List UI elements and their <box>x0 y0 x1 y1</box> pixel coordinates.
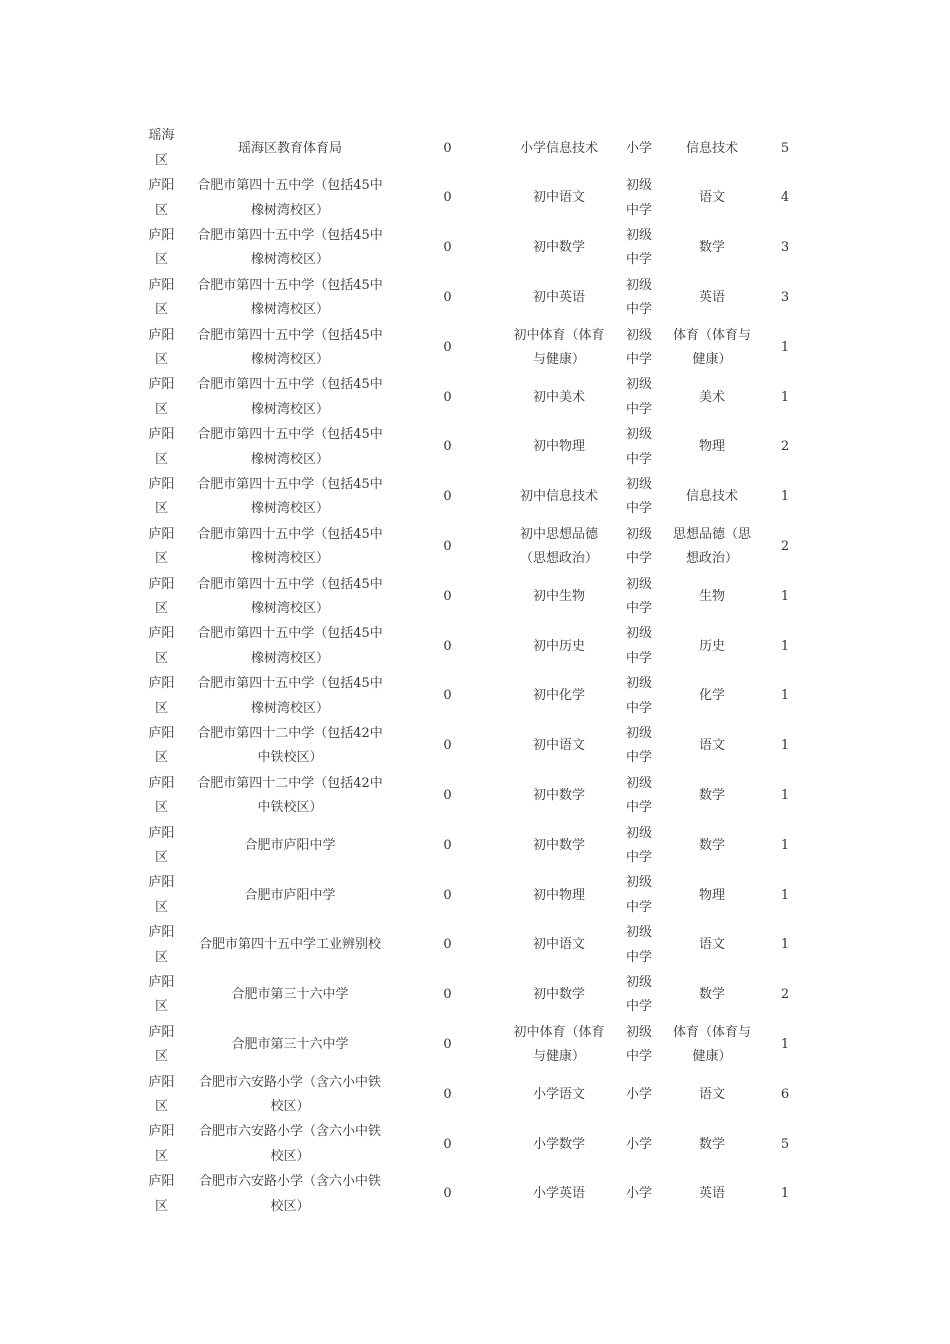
post-cell: 初中语文 <box>532 190 585 206</box>
subject-cell: 数学 <box>698 240 725 256</box>
post-cell: 小学英语 <box>532 1186 585 1202</box>
school-level-cell: 初级中学 <box>626 526 653 567</box>
school-cell: 合肥市第四十二中学（包括42中中铁校区） <box>197 725 383 766</box>
district-cell: 庐阳区 <box>148 1174 175 1214</box>
post-cell: 初中信息技术 <box>519 489 598 505</box>
school-level-cell: 初级中学 <box>626 775 653 816</box>
type-code-cell: 0 <box>443 688 452 704</box>
school-level-cell: 初级中学 <box>626 825 653 866</box>
count-cell: 1 <box>780 937 790 953</box>
subject-cell: 化学 <box>698 688 725 704</box>
count-cell: 1 <box>780 339 790 355</box>
type-code-cell: 0 <box>443 489 452 505</box>
district-cell: 庐阳区 <box>148 526 175 567</box>
district-cell: 庐阳区 <box>148 626 175 666</box>
post-cell: 初中体育（体育与健康） <box>513 1024 605 1065</box>
type-code-cell: 0 <box>443 887 452 903</box>
count-cell: 1 <box>780 738 790 754</box>
school-level-cell: 初级中学 <box>626 476 653 517</box>
school-cell: 合肥市六安路小学（含六小中铁校区） <box>198 1074 381 1115</box>
table-row <box>136 373 808 423</box>
post-cell: 初中英语 <box>532 290 585 306</box>
post-cell: 初中化学 <box>532 688 585 704</box>
type-code-cell: 0 <box>443 1036 452 1052</box>
school-level-cell: 初级中学 <box>626 875 653 915</box>
subject-cell: 英语 <box>698 1186 725 1202</box>
school-cell: 合肥市第四十五中学工业辨别校 <box>198 937 381 953</box>
table-row <box>136 423 808 473</box>
school-cell: 合肥市六安路小学（含六小中铁校区） <box>198 1124 381 1164</box>
district-cell: 庐阳区 <box>148 1074 175 1115</box>
subject-cell: 语文 <box>698 1086 725 1102</box>
table-row <box>136 522 808 572</box>
type-code-cell: 0 <box>443 738 452 754</box>
count-cell: 2 <box>780 987 790 1003</box>
post-cell: 初中物理 <box>532 887 585 903</box>
district-cell: 庐阳区 <box>148 327 175 368</box>
school-level-cell: 初级中学 <box>626 377 653 417</box>
subject-cell: 物理 <box>698 887 725 903</box>
school-level-cell: 初级中学 <box>626 227 653 268</box>
school-level-cell: 初级中学 <box>626 626 653 666</box>
count-cell: 1 <box>780 1036 790 1052</box>
school-cell: 合肥市庐阳中学 <box>244 887 336 903</box>
type-code-cell: 0 <box>443 1136 452 1152</box>
type-code-cell: 0 <box>443 140 452 156</box>
type-code-cell: 0 <box>443 290 452 306</box>
type-code-cell: 0 <box>443 1186 452 1202</box>
district-cell: 庐阳区 <box>148 825 175 866</box>
type-code-cell: 0 <box>443 240 452 256</box>
district-cell: 庐阳区 <box>148 476 175 517</box>
type-code-cell: 0 <box>443 937 452 953</box>
district-cell: 庐阳区 <box>148 974 175 1015</box>
district-cell: 庐阳区 <box>148 775 175 816</box>
table-row <box>136 1120 808 1170</box>
count-cell: 5 <box>780 1136 790 1152</box>
post-cell: 初中数学 <box>532 788 585 803</box>
type-code-cell: 0 <box>443 788 452 803</box>
subject-cell: 语文 <box>698 738 725 754</box>
count-cell: 1 <box>780 788 790 803</box>
count-cell: 1 <box>780 638 790 654</box>
district-cell: 庐阳区 <box>148 725 175 766</box>
school-cell: 合肥市第四十二中学（包括42中中铁校区） <box>197 775 383 816</box>
school-cell: 合肥市第四十五中学（包括45中橡树湾校区） <box>197 427 383 467</box>
count-cell: 3 <box>780 290 790 306</box>
count-cell: 1 <box>780 837 790 853</box>
post-cell: 小学数学 <box>532 1136 585 1152</box>
count-cell: 2 <box>780 439 790 455</box>
table-body <box>136 124 808 1220</box>
count-cell: 2 <box>780 539 790 555</box>
count-cell: 1 <box>780 1186 790 1202</box>
post-cell: 初中数学 <box>532 240 585 256</box>
count-cell: 1 <box>780 887 790 903</box>
school-level-cell: 初级中学 <box>626 676 653 716</box>
school-cell: 合肥市第四十五中学（包括45中橡树湾校区） <box>197 327 383 368</box>
school-cell: 合肥市第四十五中学（包括45中橡树湾校区） <box>197 626 383 666</box>
district-cell: 庐阳区 <box>148 1124 175 1164</box>
school-level-cell: 初级中学 <box>626 974 653 1015</box>
school-level-cell: 初级中学 <box>626 576 653 617</box>
table-row <box>136 871 808 921</box>
post-cell: 初中数学 <box>532 987 585 1003</box>
type-code-cell: 0 <box>443 190 452 206</box>
school-cell: 合肥市庐阳中学 <box>244 837 336 853</box>
school-level-cell: 初级中学 <box>626 277 653 318</box>
school-level-cell: 小学 <box>626 1186 653 1202</box>
subject-cell: 数学 <box>698 1136 725 1152</box>
count-cell: 6 <box>780 1086 790 1102</box>
count-cell: 3 <box>780 240 790 256</box>
count-cell: 1 <box>780 688 790 704</box>
school-level-cell: 初级中学 <box>626 178 653 218</box>
post-cell: 初中语文 <box>532 937 585 953</box>
school-cell: 合肥市第四十五中学（包括45中橡树湾校区） <box>197 676 383 716</box>
district-cell: 庐阳区 <box>148 227 175 268</box>
subject-cell: 历史 <box>698 638 725 654</box>
subject-cell: 数学 <box>698 788 725 803</box>
recruitment-table <box>136 124 808 1220</box>
school-cell: 合肥市第四十五中学（包括45中橡树湾校区） <box>197 178 383 218</box>
school-cell: 合肥市六安路小学（含六小中铁校区） <box>198 1174 381 1214</box>
school-cell: 合肥市第四十五中学（包括45中橡树湾校区） <box>197 277 383 318</box>
school-level-cell: 初级中学 <box>626 327 653 368</box>
table-row <box>136 1170 808 1220</box>
table-row <box>136 124 808 174</box>
post-cell: 初中思想品德（思想政治） <box>519 526 598 567</box>
district-cell: 庐阳区 <box>148 427 175 467</box>
post-cell: 初中历史 <box>532 638 585 654</box>
table-row <box>136 1020 808 1070</box>
school-level-cell: 小学 <box>626 140 653 156</box>
subject-cell: 英语 <box>698 290 725 306</box>
post-cell: 初中美术 <box>532 389 585 405</box>
table-row <box>136 174 808 224</box>
count-cell: 1 <box>780 489 790 505</box>
count-cell: 1 <box>780 389 790 405</box>
table-row <box>136 473 808 523</box>
post-cell: 初中数学 <box>532 837 585 853</box>
school-level-cell: 初级中学 <box>626 427 653 467</box>
post-cell: 初中语文 <box>532 738 585 754</box>
district-cell: 瑶海区 <box>148 128 175 168</box>
school-cell: 合肥市第四十五中学（包括45中橡树湾校区） <box>197 526 383 567</box>
subject-cell: 美术 <box>698 389 725 405</box>
subject-cell: 体育（体育与健康） <box>672 327 751 368</box>
district-cell: 庐阳区 <box>148 925 175 965</box>
district-cell: 庐阳区 <box>148 1024 175 1065</box>
post-cell: 初中生物 <box>532 588 585 604</box>
school-level-cell: 初级中学 <box>626 1024 653 1065</box>
table-row <box>136 273 808 323</box>
type-code-cell: 0 <box>443 389 452 405</box>
table-row <box>136 821 808 871</box>
table-row <box>136 1070 808 1120</box>
type-code-cell: 0 <box>443 638 452 654</box>
type-code-cell: 0 <box>443 987 452 1003</box>
count-cell: 1 <box>780 588 790 604</box>
table-row <box>136 921 808 971</box>
school-cell: 合肥市第三十六中学 <box>231 1036 349 1052</box>
school-cell: 合肥市第四十五中学（包括45中橡树湾校区） <box>197 377 383 417</box>
count-cell: 4 <box>780 190 790 206</box>
post-cell: 小学语文 <box>532 1086 585 1102</box>
school-level-cell: 小学 <box>626 1086 653 1102</box>
post-cell: 小学信息技术 <box>519 140 598 156</box>
table-row <box>136 971 808 1021</box>
school-cell: 合肥市第三十六中学 <box>231 987 349 1003</box>
subject-cell: 信息技术 <box>685 489 738 505</box>
post-cell: 初中物理 <box>532 439 585 455</box>
school-cell: 合肥市第四十五中学（包括45中橡树湾校区） <box>197 476 383 517</box>
table-row <box>136 572 808 622</box>
school-level-cell: 初级中学 <box>626 725 653 766</box>
district-cell: 庐阳区 <box>148 875 175 915</box>
school-cell: 合肥市第四十五中学（包括45中橡树湾校区） <box>197 227 383 268</box>
type-code-cell: 0 <box>443 1086 452 1102</box>
table-row <box>136 771 808 821</box>
subject-cell: 信息技术 <box>685 140 738 156</box>
subject-cell: 语文 <box>698 937 725 953</box>
type-code-cell: 0 <box>443 539 452 555</box>
district-cell: 庐阳区 <box>148 676 175 716</box>
subject-cell: 数学 <box>698 837 725 853</box>
subject-cell: 生物 <box>698 588 725 604</box>
subject-cell: 体育（体育与健康） <box>672 1024 751 1065</box>
recruitment-table-page <box>136 124 808 1220</box>
school-level-cell: 初级中学 <box>626 925 653 965</box>
school-cell: 瑶海区教育体育局 <box>237 140 342 156</box>
table-row <box>136 672 808 722</box>
table-row <box>136 224 808 274</box>
school-level-cell: 小学 <box>626 1136 653 1152</box>
type-code-cell: 0 <box>443 588 452 604</box>
subject-cell: 语文 <box>698 190 725 206</box>
district-cell: 庐阳区 <box>148 277 175 318</box>
table-row <box>136 622 808 672</box>
district-cell: 庐阳区 <box>148 576 175 617</box>
school-cell: 合肥市第四十五中学（包括45中橡树湾校区） <box>197 576 383 617</box>
table-row <box>136 323 808 373</box>
count-cell: 5 <box>780 140 790 156</box>
district-cell: 庐阳区 <box>148 377 175 417</box>
type-code-cell: 0 <box>443 439 452 455</box>
post-cell: 初中体育（体育与健康） <box>513 327 605 368</box>
table-row <box>136 722 808 772</box>
district-cell: 庐阳区 <box>148 178 175 218</box>
type-code-cell: 0 <box>443 837 452 853</box>
subject-cell: 数学 <box>698 987 725 1003</box>
subject-cell: 物理 <box>698 439 725 455</box>
type-code-cell: 0 <box>443 339 452 355</box>
subject-cell: 思想品德（思想政治） <box>672 526 751 567</box>
